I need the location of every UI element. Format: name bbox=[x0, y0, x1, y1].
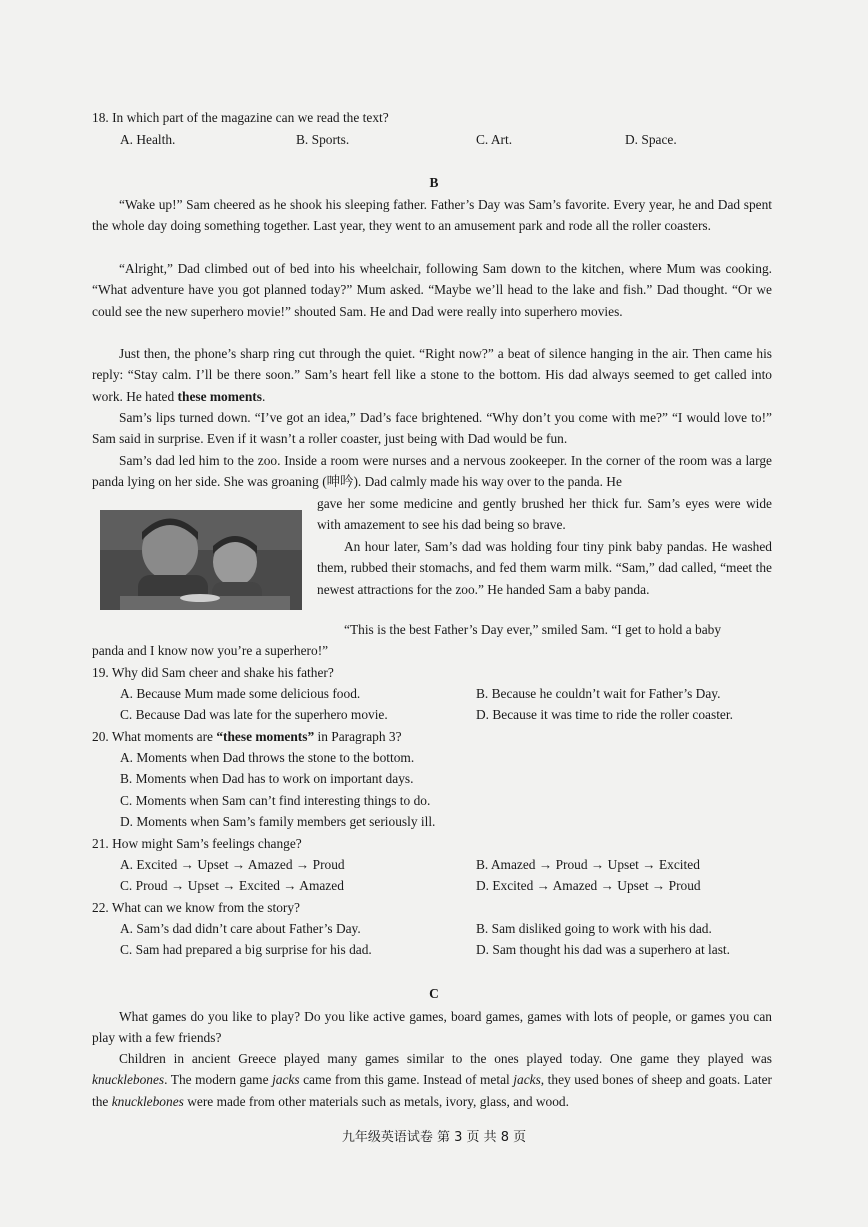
q21-option-c: C. Proud → Upset → Excited → Amazed bbox=[120, 878, 344, 893]
q22-option-a: A. Sam’s dad didn’t care about Father’s Day. bbox=[120, 921, 361, 936]
c-p2-text-2: . The modern game bbox=[164, 1072, 273, 1088]
section-b-paragraph-4: Sam’s lips turned down. “I’ve got an idea,” Dad’s face brightened. “Why don’t you come with me?” “I would love to!” Sam said in surprise. Even if it wasn’t a roller coaster, just being with Dad would be fun. bbox=[92, 410, 772, 447]
q19-option-c: C. Because Dad was late for the superhero movie. bbox=[120, 707, 388, 722]
p3-these-moments: these moments bbox=[177, 388, 262, 404]
c-p2-text-4: , they used bones of sheep and goats. Later the bbox=[92, 1072, 772, 1109]
q18-option-b: B. Sports. bbox=[296, 132, 350, 147]
c-p2-text-5: were made from other materials such as metals, ivory, glass, and wood. bbox=[183, 1093, 569, 1109]
section-b-paragraph-7-start: “This is the best Father’s Day ever,” smiled Sam. “I get to hold a baby bbox=[344, 622, 722, 637]
q21-option-d: D. Excited → Amazed → Upset → Proud bbox=[476, 878, 701, 893]
section-b-paragraph-2: “Alright,” Dad climbed out of bed into his wheelchair, following Sam down to the kitchen, where Mum was cooking. “What adventure have you got planned today?” Mum asked. “Maybe we’ll head to the lake and fish.” Dad thought. “Or we could see the new superhero movie!” shouted Sam. He and Dad were really into superhero movies. bbox=[92, 261, 772, 319]
question-22: 22. What can we know from the story? bbox=[92, 900, 300, 915]
q20-option-c: C. Moments when Sam can’t find interesting things to do. bbox=[120, 793, 431, 808]
question-20 bbox=[92, 729, 402, 745]
q22-option-d: D. Sam thought his dad was a superhero at last. bbox=[476, 942, 731, 957]
q20-text-end: in Paragraph 3? bbox=[314, 729, 402, 744]
section-b-heading: B bbox=[429, 175, 439, 190]
q20-text: 20. What moments are bbox=[92, 729, 217, 744]
q18-option-c: C. Art. bbox=[476, 132, 513, 147]
c-p2-knucklebones-2: knucklebones bbox=[111, 1093, 184, 1109]
q20-these-moments: “these moments” bbox=[216, 729, 315, 744]
c-p2-jacks: jacks bbox=[272, 1072, 300, 1088]
q19-option-d: D. Because it was time to ride the roller coaster. bbox=[476, 707, 733, 722]
p3-period: . bbox=[261, 388, 266, 404]
q20-option-d: D. Moments when Sam’s family members get seriously ill. bbox=[120, 814, 436, 829]
q21-option-b: B. Amazed → Proud → Upset → Excited bbox=[476, 857, 700, 872]
question-18: 18. In which part of the magazine can we read the text? bbox=[92, 110, 389, 125]
section-b-paragraph-6: An hour later, Sam’s dad was holding four tiny pink baby pandas. He washed them, rubbed their stomachs, and fed them warm milk. “Sam,” dad called, “meet the newest attractions for the zoo.” He handed Sam a baby panda. bbox=[317, 539, 772, 597]
section-c-paragraph-1: What games do you like to play? Do you like active games, board games, games with lots of people, or games you can play with a few friends? bbox=[92, 1009, 772, 1046]
section-b-paragraph-5-continued: gave her some medicine and gently brushed her thick fur. Sam’s eyes were wide with amazement to see his dad being so brave. bbox=[317, 496, 772, 533]
q18-option-d: D. Space. bbox=[625, 132, 677, 147]
father-son-illustration bbox=[100, 510, 302, 610]
section-c-paragraph-2 bbox=[92, 1048, 772, 1112]
q22-option-b: B. Sam disliked going to work with his dad. bbox=[476, 921, 712, 936]
illustration-drawing bbox=[100, 510, 302, 610]
c-p2-knucklebones: knucklebones bbox=[92, 1072, 165, 1088]
q20-option-b: B. Moments when Dad has to work on important days. bbox=[120, 771, 414, 786]
section-b-paragraph-1: “Wake up!” Sam cheered as he shook his sleeping father. Father’s Day was Sam’s favorite. Every year, he and Dad spent the whole day doing something together. Last year, they went to an amusement park and rode all the roller coasters. bbox=[92, 197, 772, 234]
question-19: 19. Why did Sam cheer and shake his father? bbox=[92, 665, 334, 680]
q20-option-a: A. Moments when Dad throws the stone to the bottom. bbox=[120, 750, 415, 765]
c-p2-jacks-2: jacks bbox=[513, 1072, 541, 1088]
q18-option-a: A. Health. bbox=[120, 132, 176, 147]
section-b-paragraph-7-end: panda and I know now you’re a superhero!” bbox=[92, 643, 329, 658]
section-c-heading: C bbox=[429, 986, 439, 1001]
c-p2-text-1: Children in ancient Greece played many games similar to the ones played today. One game they played was bbox=[119, 1051, 772, 1066]
section-b-paragraph-5: Sam’s dad led him to the zoo. Inside a room were nurses and a nervous zookeeper. In the corner of the room was a large panda lying on her side. She was groaning (呻吟). Dad calmly made his way over to the panda. He bbox=[92, 453, 772, 490]
p3-text: Just then, the phone’s sharp ring cut through the quiet. “Right now?” a beat of silence hanging in the air. Then came his reply: “Stay calm. I’ll be there soon.” Sam’s heart fell like a stone to the bottom. His dad always seemed to get called into work. He hated bbox=[92, 346, 772, 404]
q19-option-b: B. Because he couldn’t wait for Father’s Day. bbox=[476, 686, 721, 701]
c-p2-text-3: came from this game. Instead of metal bbox=[299, 1072, 514, 1088]
question-21: 21. How might Sam’s feelings change? bbox=[92, 836, 302, 851]
q22-option-c: C. Sam had prepared a big surprise for his dad. bbox=[120, 942, 372, 957]
q19-option-a: A. Because Mum made some delicious food. bbox=[120, 686, 361, 701]
section-b-paragraph-3 bbox=[92, 343, 772, 407]
q21-option-a: A. Excited → Upset → Amazed → Proud bbox=[120, 857, 345, 872]
page-footer: 九年级英语试卷 第 3 页 共 8 页 bbox=[341, 1130, 527, 1145]
